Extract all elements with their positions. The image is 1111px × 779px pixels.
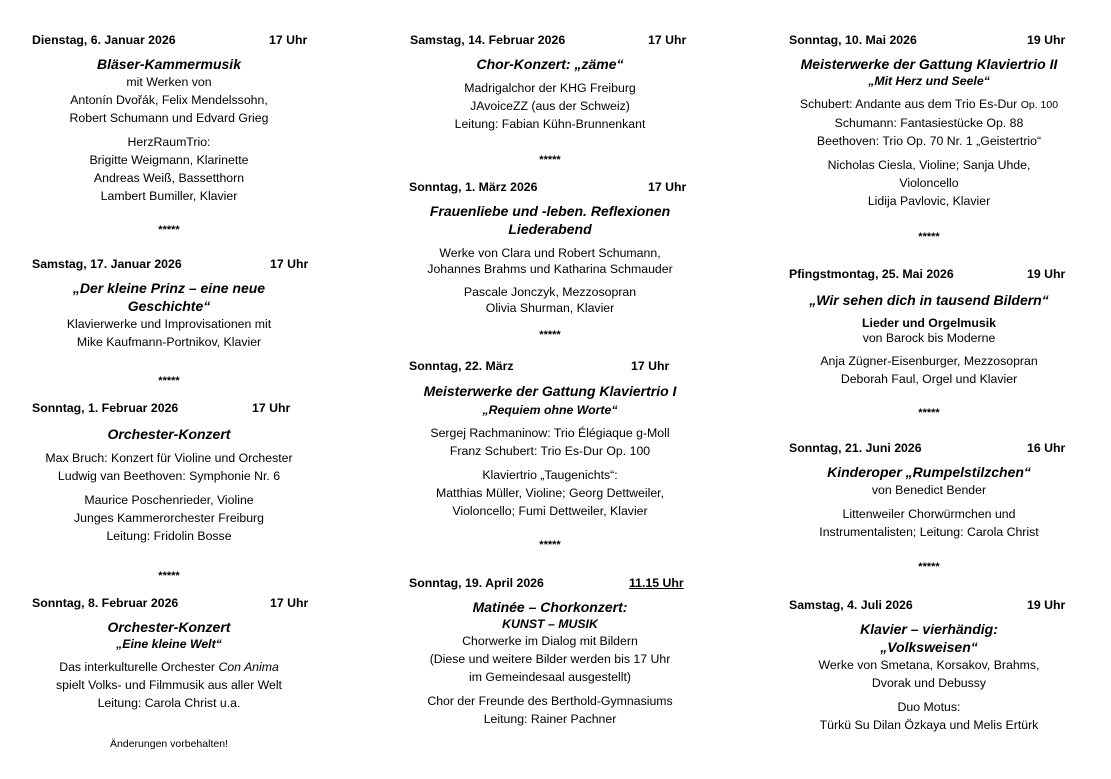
event-card bbox=[405, 576, 695, 728]
event-card bbox=[24, 401, 314, 545]
event-performer: Instrumentalisten; Leitung: Carola Christ bbox=[819, 525, 1039, 539]
event-card bbox=[784, 441, 1074, 541]
event-title: „Volksweisen“ bbox=[880, 639, 978, 655]
event-line: Ludwig van Beethoven: Symphonie Nr. 6 bbox=[57, 469, 281, 483]
event-header bbox=[784, 598, 1074, 614]
event-performer: Leitung: Rainer Pachner bbox=[483, 712, 617, 726]
separator: ***** bbox=[539, 329, 561, 341]
changes-note: Änderungen vorbehalten! bbox=[110, 738, 228, 750]
event-line: Sergej Rachmaninow: Trio Élégiaque g-Moll bbox=[430, 426, 670, 440]
event-time: 17 Uhr bbox=[270, 596, 309, 610]
separator: ***** bbox=[158, 224, 180, 236]
event-performer: Chor der Freunde des Berthold-Gymnasiums bbox=[427, 694, 673, 708]
event-time: 16 Uhr bbox=[1027, 441, 1066, 455]
event-time: 17 Uhr bbox=[270, 257, 309, 271]
event-subtitle: KUNST – MUSIK bbox=[502, 617, 598, 631]
event-title: Klavier – vierhändig: bbox=[860, 621, 998, 637]
event-date: Samstag, 17. Januar 2026 bbox=[32, 257, 182, 271]
event-header bbox=[24, 257, 314, 273]
event-line: (Diese und weitere Bilder werden bis 17 Uhr bbox=[429, 652, 671, 666]
event-card bbox=[784, 598, 1074, 734]
event-performer: Matthias Müller, Violine; Georg Dettweiler, bbox=[435, 486, 665, 500]
event-title: Chor-Konzert: „zäme“ bbox=[476, 56, 624, 72]
event-title: Orchester-Konzert bbox=[107, 619, 231, 635]
event-subtitle: „Eine kleine Welt“ bbox=[116, 637, 222, 651]
event-line: Johannes Brahms und Katharina Schmauder bbox=[427, 262, 673, 276]
event-performer: Duo Motus: bbox=[897, 700, 961, 714]
event-line-text: Das interkulturelle Orchester bbox=[59, 660, 219, 674]
event-card bbox=[405, 180, 695, 315]
separator: ***** bbox=[158, 375, 180, 387]
event-title: Kinderoper „Rumpelstilzchen“ bbox=[827, 464, 1031, 480]
event-date: Sonntag, 1. März 2026 bbox=[409, 180, 538, 194]
event-time: 17 Uhr bbox=[631, 359, 670, 373]
event-line: Leitung: Carola Christ u.a. bbox=[97, 696, 241, 710]
event-performer: Leitung: Fridolin Bosse bbox=[106, 529, 232, 543]
event-time: 19 Uhr bbox=[1027, 33, 1066, 47]
event-date: Sonntag, 21. Juni 2026 bbox=[789, 441, 922, 455]
event-time: 17 Uhr bbox=[648, 33, 687, 47]
event-time: 19 Uhr bbox=[1027, 267, 1066, 281]
event-line: von Barock bis Moderne bbox=[862, 331, 996, 345]
event-performer: Junges Kammerorchester Freiburg bbox=[74, 511, 264, 525]
event-card bbox=[24, 257, 314, 351]
event-performer: Violoncello bbox=[899, 176, 959, 190]
event-header bbox=[405, 576, 695, 592]
event-line: mit Werken von bbox=[126, 75, 212, 89]
event-title: Meisterwerke der Gattung Klaviertrio I bbox=[423, 383, 677, 399]
event-performer: Anja Zügner-Eisenburger, Mezzosopran bbox=[820, 354, 1038, 368]
event-line: Max Bruch: Konzert für Violine und Orchester bbox=[45, 451, 293, 465]
event-title: Matinée – Chorkonzert: bbox=[472, 599, 628, 615]
event-date: Sonntag, 10. Mai 2026 bbox=[789, 33, 917, 47]
event-header bbox=[24, 401, 314, 417]
event-date: Samstag, 4. Juli 2026 bbox=[789, 598, 913, 612]
event-time: 17 Uhr bbox=[252, 401, 291, 415]
event-header bbox=[784, 441, 1074, 457]
event-title: Orchester-Konzert bbox=[107, 426, 231, 442]
event-date: Sonntag, 22. März bbox=[409, 359, 514, 373]
event-line bbox=[784, 95, 1074, 114]
event-date: Sonntag, 1. Februar 2026 bbox=[32, 401, 179, 415]
event-performer: Türkü Su Dilan Özkaya und Melis Ertürk bbox=[819, 718, 1039, 732]
event-performer: Deborah Faul, Orgel und Klavier bbox=[840, 372, 1018, 386]
event-title: Bläser-Kammermusik bbox=[97, 56, 241, 72]
event-title: Liederabend bbox=[508, 221, 592, 237]
event-subtitle: Lieder und Orgelmusik bbox=[862, 316, 996, 330]
event-title: Meisterwerke der Gattung Klaviertrio II bbox=[800, 56, 1058, 72]
event-line: Klavierwerke und Improvisationen mit bbox=[66, 317, 272, 331]
event-card bbox=[24, 596, 314, 712]
event-performer: Nicholas Ciesla, Violine; Sanja Uhde, bbox=[827, 158, 1031, 172]
event-date: Pfingstmontag, 25. Mai 2026 bbox=[789, 267, 954, 281]
opus-number: Op. 100 bbox=[1020, 99, 1059, 111]
event-line: Chorwerke im Dialog mit Bildern bbox=[462, 634, 638, 648]
event-card bbox=[784, 267, 1074, 388]
event-subtitle: „Requiem ohne Worte“ bbox=[482, 403, 618, 417]
event-header bbox=[405, 359, 695, 375]
event-header bbox=[24, 596, 314, 612]
event-header bbox=[405, 33, 695, 49]
event-date: Sonntag, 8. Februar 2026 bbox=[32, 596, 179, 610]
event-line: Werke von Clara und Robert Schumann, bbox=[439, 246, 661, 260]
event-line: Madrigalchor der KHG Freiburg bbox=[464, 81, 636, 95]
event-card bbox=[405, 33, 695, 133]
separator: ***** bbox=[539, 539, 561, 551]
event-performer: Littenweiler Chorwürmchen und bbox=[842, 507, 1016, 521]
event-performer: Pascale Jonczyk, Mezzosopran bbox=[463, 285, 637, 299]
separator: ***** bbox=[918, 407, 940, 419]
separator: ***** bbox=[918, 231, 940, 243]
event-line bbox=[24, 658, 314, 676]
event-line: Robert Schumann und Edvard Grieg bbox=[69, 111, 269, 125]
event-header bbox=[784, 267, 1074, 283]
event-line: Werke von Smetana, Korsakov, Brahms, bbox=[818, 658, 1040, 672]
event-line: Antonín Dvořák, Felix Mendelssohn, bbox=[70, 93, 268, 107]
event-line: spielt Volks- und Filmmusik aus aller Welt bbox=[56, 678, 282, 692]
event-date: Dienstag, 6. Januar 2026 bbox=[32, 33, 176, 47]
event-title: Geschichte“ bbox=[127, 298, 211, 314]
event-subtitle: „Mit Herz und Seele“ bbox=[868, 74, 990, 88]
event-performer: Brigitte Weigmann, Klarinette bbox=[89, 153, 249, 167]
event-time: 11.15 Uhr bbox=[629, 576, 684, 590]
event-title: „Wir sehen dich in tausend Bildern“ bbox=[809, 292, 1049, 308]
event-line: Beethoven: Trio Op. 70 Nr. 1 „Geistertrio“ bbox=[816, 134, 1042, 148]
event-line: JAvoiceZZ (aus der Schweiz) bbox=[470, 99, 630, 113]
event-performer: Andreas Weiß, Bassetthorn bbox=[93, 171, 245, 185]
event-line: Schumann: Fantasiestücke Op. 88 bbox=[834, 116, 1024, 130]
event-card bbox=[784, 33, 1074, 210]
separator: ***** bbox=[918, 561, 940, 573]
event-time: 17 Uhr bbox=[269, 33, 308, 47]
event-date: Samstag, 14. Februar 2026 bbox=[410, 33, 566, 47]
event-time: 17 Uhr bbox=[648, 180, 687, 194]
separator: ***** bbox=[158, 570, 180, 582]
event-line: im Gemeindesaal ausgestellt) bbox=[469, 670, 631, 684]
event-header bbox=[24, 33, 314, 49]
event-time: 19 Uhr bbox=[1027, 598, 1066, 612]
ensemble-name: Con Anima bbox=[218, 660, 279, 674]
event-performer: Violoncello; Fumi Dettweiler, Klavier bbox=[452, 504, 648, 518]
event-performer: Lidija Pavlovic, Klavier bbox=[867, 194, 991, 208]
event-performer: Maurice Poschenrieder, Violine bbox=[84, 493, 254, 507]
event-date: Sonntag, 19. April 2026 bbox=[409, 576, 544, 590]
event-title: Frauenliebe und -leben. Reflexionen bbox=[429, 203, 671, 219]
event-performer: Lambert Bumiller, Klavier bbox=[100, 189, 238, 203]
event-card bbox=[405, 359, 695, 520]
event-header bbox=[784, 33, 1074, 49]
event-title: „Der kleine Prinz – eine neue bbox=[72, 280, 266, 296]
separator: ***** bbox=[539, 154, 561, 166]
event-line: Mike Kaufmann-Portnikov, Klavier bbox=[76, 335, 262, 349]
event-line-text: Schubert: Andante aus dem Trio Es-Dur bbox=[799, 97, 1021, 111]
event-header bbox=[405, 180, 695, 196]
event-performer: Olivia Shurman, Klavier bbox=[485, 301, 615, 315]
event-performer: Klaviertrio „Taugenichts“: bbox=[482, 468, 618, 482]
event-line: Franz Schubert: Trio Es-Dur Op. 100 bbox=[449, 444, 651, 458]
event-performer: HerzRaumTrio: bbox=[127, 135, 211, 149]
event-line: Leitung: Fabian Kühn-Brunnenkant bbox=[454, 117, 646, 131]
event-card bbox=[24, 33, 314, 205]
event-line: Dvorak und Debussy bbox=[871, 676, 987, 690]
event-line: von Benedict Bender bbox=[871, 483, 987, 497]
